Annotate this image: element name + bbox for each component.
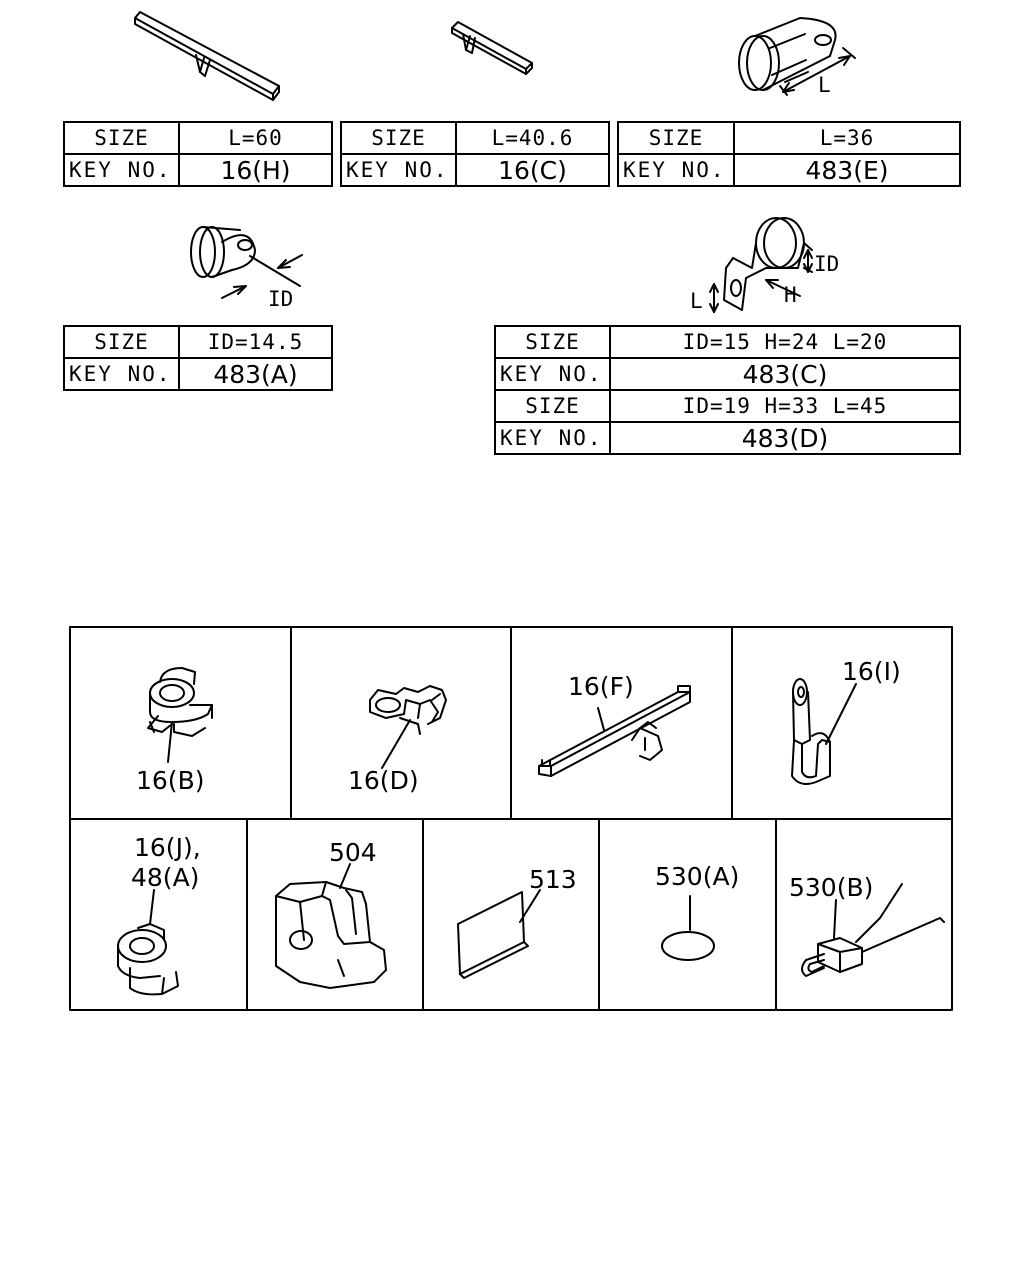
clip-16b-illustration <box>148 668 212 762</box>
size-table-483a <box>63 325 333 391</box>
table-row <box>495 390 960 422</box>
dimension-l-label-c: L <box>690 289 703 313</box>
block-504-illustration <box>276 864 386 988</box>
table-row <box>495 326 960 358</box>
table-row <box>618 122 960 154</box>
table-row <box>64 326 332 358</box>
pad-513-illustration <box>458 890 540 978</box>
table-cell-label: KEY NO. <box>64 154 179 186</box>
table-row <box>495 358 960 390</box>
table-cell-value: 483(E) <box>734 154 960 186</box>
table-row <box>495 422 960 454</box>
dimension-id-label-a: ID <box>268 287 294 311</box>
table-row <box>618 154 960 186</box>
table-cell-value: L=60 <box>179 122 332 154</box>
table-row <box>64 358 332 390</box>
table-row <box>341 122 609 154</box>
table-cell-label: SIZE <box>618 122 734 154</box>
table-row <box>341 154 609 186</box>
table-cell-label: SIZE <box>341 122 456 154</box>
parts-grid-frame <box>70 627 952 1010</box>
table-cell-value: 483(A) <box>179 358 332 390</box>
table-cell-value: 16(H) <box>179 154 332 186</box>
part-label-16j: 16(J), <box>134 833 201 862</box>
part-label-16d: 16(D) <box>348 766 419 795</box>
p-clip-483e-illustration <box>739 18 855 95</box>
part-label-504: 504 <box>329 838 377 867</box>
table-row <box>64 122 332 154</box>
dimension-l-label: L <box>818 73 831 97</box>
table-cell-value: 16(C) <box>456 154 609 186</box>
table-cell-value: ID=19 H=33 L=45 <box>610 390 960 422</box>
clip-16j-48a-illustration <box>118 890 178 994</box>
part-label-48a: 48(A) <box>131 863 200 892</box>
part-label-16i: 16(I) <box>842 657 901 686</box>
table-cell-value: ID=14.5 <box>179 326 332 358</box>
table-cell-label: SIZE <box>64 326 179 358</box>
dimension-id-label-c: ID <box>814 252 840 276</box>
table-cell-value: 483(C) <box>610 358 960 390</box>
band-clip-16h-illustration <box>135 12 279 100</box>
table-cell-value: 483(D) <box>610 422 960 454</box>
part-label-530b: 530(B) <box>789 873 874 902</box>
table-row <box>64 154 332 186</box>
table-cell-label: KEY NO. <box>618 154 734 186</box>
table-cell-label: KEY NO. <box>64 358 179 390</box>
table-cell-label: KEY NO. <box>495 422 610 454</box>
part-label-16b: 16(B) <box>136 766 205 795</box>
dimension-h-label: H <box>784 283 797 307</box>
size-table-483e <box>617 121 961 187</box>
table-cell-label: SIZE <box>495 390 610 422</box>
table-cell-label: SIZE <box>495 326 610 358</box>
table-cell-value: ID=15 H=24 L=20 <box>610 326 960 358</box>
clip-16i-illustration <box>792 679 856 784</box>
grommet-530a-illustration <box>662 896 714 960</box>
part-label-16f: 16(F) <box>568 672 634 701</box>
size-table-16c <box>340 121 610 187</box>
part-label-530a: 530(A) <box>655 862 740 891</box>
table-cell-label: SIZE <box>64 122 179 154</box>
bracket-clip-483cd-illustration <box>710 218 812 312</box>
band-clip-16c-illustration <box>452 22 532 74</box>
part-label-513: 513 <box>529 865 577 894</box>
table-cell-label: KEY NO. <box>495 358 610 390</box>
size-table-16h <box>63 121 333 187</box>
clip-16d-illustration <box>370 686 446 768</box>
table-cell-label: KEY NO. <box>341 154 456 186</box>
table-cell-value: L=40.6 <box>456 122 609 154</box>
size-table-483cd <box>494 325 961 455</box>
table-cell-value: L=36 <box>734 122 960 154</box>
